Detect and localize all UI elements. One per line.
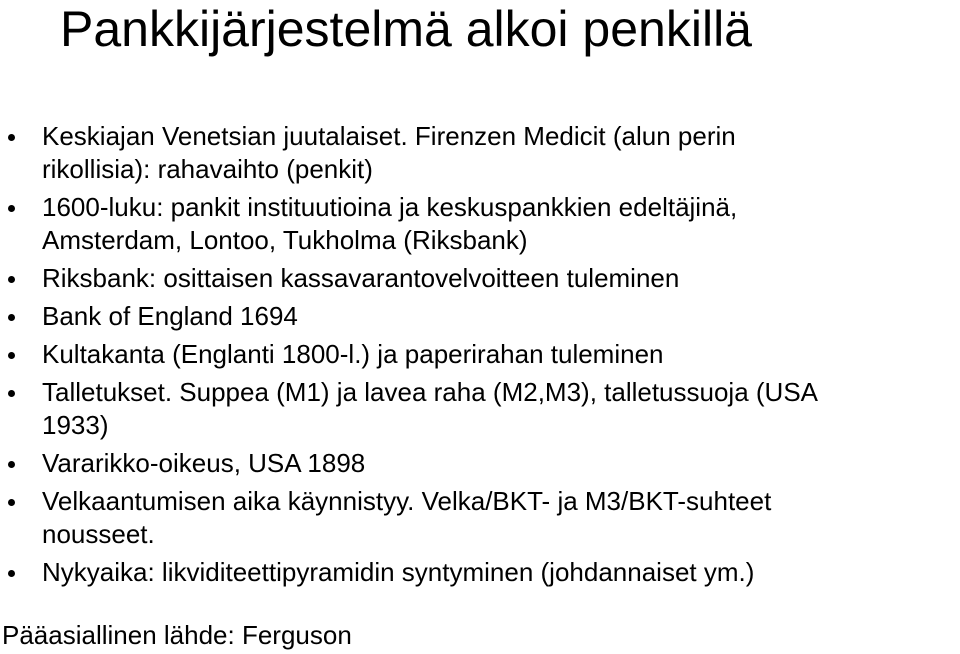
- bullet-item: [0, 376, 960, 442]
- bullet-dot-icon: [8, 461, 15, 468]
- bullet-text: Bank of England 1694: [42, 301, 298, 331]
- bullet-item: [0, 300, 960, 333]
- bullet-text: Riksbank: osittaisen kassavarantovelvoitteen tuleminen: [42, 263, 680, 293]
- bullet-item: [0, 447, 960, 480]
- bullet-item: [0, 556, 960, 589]
- bullet-text: Nykyaika: likviditeettipyramidin syntyminen (johdannaiset ym.): [42, 557, 755, 587]
- bullet-item: [0, 191, 960, 257]
- bullet-dot-icon: [8, 314, 15, 321]
- bullet-dot-icon: [8, 390, 15, 397]
- bullet-text: Vararikko-oikeus, USA 1898: [42, 448, 366, 478]
- bullet-text: Velkaantumisen aika käynnistyy. Velka/BKT- ja M3/BKT-suhteet nousseet.: [42, 486, 772, 549]
- bullet-dot-icon: [8, 570, 15, 577]
- bullet-dot-icon: [8, 499, 15, 506]
- bullet-text: Talletukset. Suppea (M1) ja lavea raha (M2,M3), talletussuoja (USA 1933): [42, 377, 819, 440]
- bullet-item: [0, 485, 960, 551]
- source-footer: Pääasiallinen lähde: Ferguson: [2, 620, 352, 650]
- bullet-dot-icon: [8, 134, 15, 141]
- bullet-dot-icon: [8, 205, 15, 212]
- bullet-item: [0, 262, 960, 295]
- bullet-text: Kultakanta (Englanti 1800-l.) ja paperirahan tuleminen: [42, 339, 664, 369]
- slide-title: Pankkijärjestelmä alkoi penkillä: [60, 1, 752, 57]
- bullet-text: Keskiajan Venetsian juutalaiset. Firenzen Medicit (alun perin rikollisia): rahavaihto (penkit): [42, 121, 736, 184]
- bullet-text: 1600-luku: pankit instituutioina ja keskuspankkien edeltäjinä, Amsterdam, Lontoo, Tukholma (Riksbank): [42, 192, 738, 255]
- bullet-dot-icon: [8, 276, 15, 283]
- bullet-list: [0, 120, 960, 594]
- bullet-item: [0, 120, 960, 186]
- bullet-item: [0, 338, 960, 371]
- bullet-dot-icon: [8, 352, 15, 359]
